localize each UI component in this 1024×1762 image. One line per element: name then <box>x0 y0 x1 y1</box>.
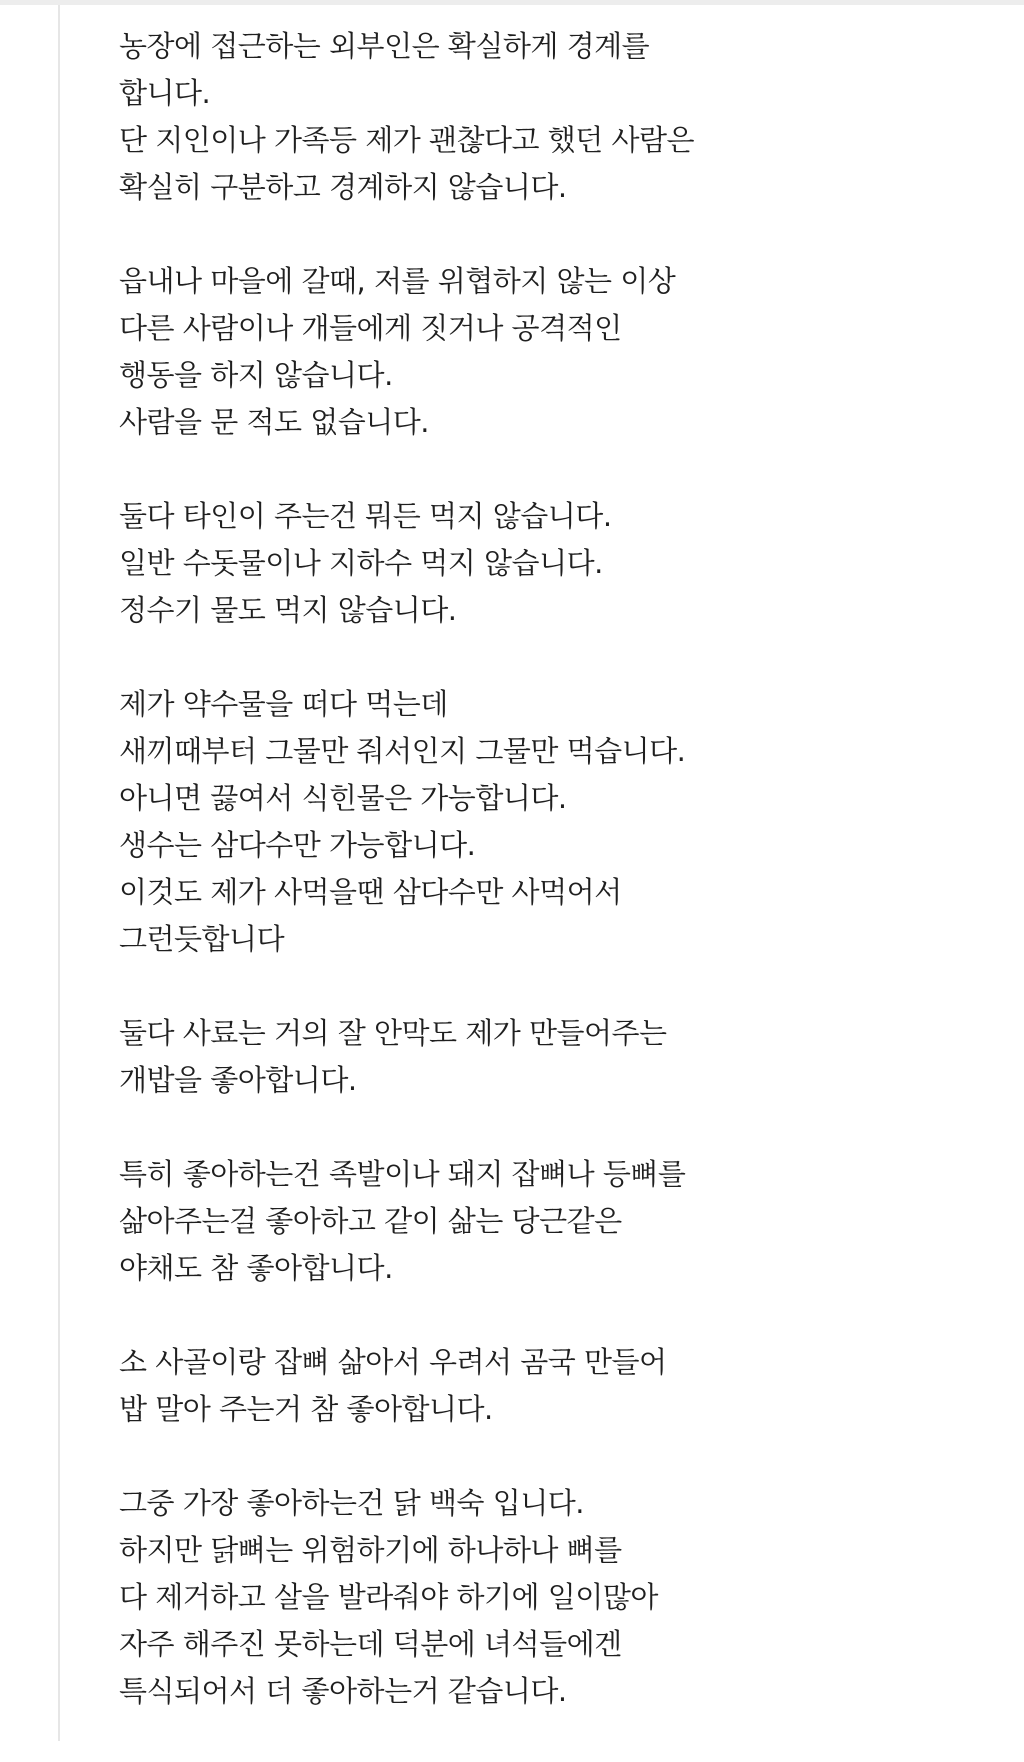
text-line: 농장에 접근하는 외부인은 확실하게 경계를 <box>119 29 650 63</box>
text-line: 읍내나 마을에 갈때, 저를 위협하지 않는 이상 <box>119 264 676 298</box>
text-line: 제가 약수물을 떠다 먹는데 <box>119 687 448 721</box>
text-line: 그중 가장 좋아하는건 닭 백숙 입니다. <box>119 1486 585 1520</box>
paragraph <box>119 681 979 963</box>
text-line: 다른 사람이나 개들에게 짓거나 공격적인 <box>119 311 622 345</box>
text-line: 사람을 문 적도 없습니다. <box>119 405 430 439</box>
text-line: 단 지인이나 가족등 제가 괜찮다고 했던 사람은 <box>119 123 695 157</box>
text-line: 개밥을 좋아합니다. <box>119 1063 357 1097</box>
text-line: 밥 말아 주는거 참 좋아합니다. <box>119 1392 493 1426</box>
paragraph <box>119 258 979 446</box>
text-line: 생수는 삼다수만 가능합니다. <box>119 828 476 862</box>
article-body <box>119 23 979 1762</box>
text-line: 그런듯합니다 <box>119 922 285 956</box>
text-line: 이것도 제가 사먹을땐 삼다수만 사먹어서 <box>119 875 622 909</box>
top-border <box>0 0 1024 5</box>
text-line: 특식되어서 더 좋아하는거 같습니다. <box>119 1674 567 1708</box>
text-line: 아니면 끓여서 식힌물은 가능합니다. <box>119 781 567 815</box>
paragraph <box>119 1010 979 1104</box>
text-line: 둘다 사료는 거의 잘 안막도 제가 만들어주는 <box>119 1016 667 1050</box>
text-line: 둘다 타인이 주는건 뭐든 먹지 않습니다. <box>119 499 612 533</box>
paragraph <box>119 23 979 211</box>
text-line: 특히 좋아하는건 족발이나 돼지 잡뼈나 등뼈를 <box>119 1157 686 1191</box>
text-line: 자주 해주진 못하는데 덕분에 녀석들에겐 <box>119 1627 622 1661</box>
paragraph <box>119 493 979 634</box>
text-line: 다 제거하고 살을 발라줘야 하기에 일이많아 <box>119 1580 658 1614</box>
text-line: 합니다. <box>119 76 211 110</box>
text-line: 새끼때부터 그물만 줘서인지 그물만 먹습니다. <box>119 734 686 768</box>
text-line: 행동을 하지 않습니다. <box>119 358 393 392</box>
paragraph <box>119 1339 979 1433</box>
text-line: 확실히 구분하고 경계하지 않습니다. <box>119 170 567 204</box>
paragraph <box>119 1151 979 1292</box>
text-line: 하지만 닭뼈는 위험하기에 하나하나 뼈를 <box>119 1533 622 1567</box>
text-line: 일반 수돗물이나 지하수 먹지 않습니다. <box>119 546 603 580</box>
text-line: 소 사골이랑 잡뼈 삶아서 우려서 곰국 만들어 <box>119 1345 667 1379</box>
left-border <box>58 5 60 1741</box>
text-line: 야채도 참 좋아합니다. <box>119 1251 393 1285</box>
text-line: 삶아주는걸 좋아하고 같이 삶는 당근같은 <box>119 1204 622 1238</box>
text-line: 정수기 물도 먹지 않습니다. <box>119 593 457 627</box>
paragraph <box>119 1480 979 1715</box>
